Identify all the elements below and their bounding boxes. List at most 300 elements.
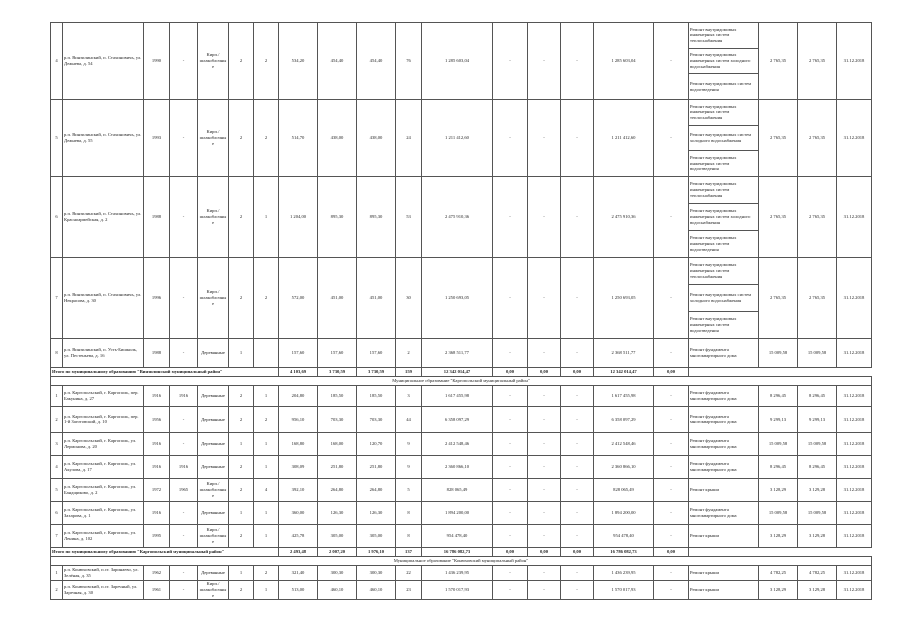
cost-other: - [654, 257, 689, 338]
cost-other: - [654, 23, 689, 100]
cost-other: - [654, 580, 689, 599]
table-row [51, 478, 872, 501]
commission-year: - [170, 99, 198, 176]
empty-cell [759, 547, 798, 556]
row-number: 6 [51, 176, 63, 257]
cost-fund: - [493, 257, 528, 338]
residents-count: 24 [396, 99, 422, 176]
build-year: 1996 [144, 257, 170, 338]
cost-other: - [654, 406, 689, 432]
living-area: 454,40 [357, 23, 396, 100]
max-unit-cost: 3 129,28 [798, 478, 837, 501]
build-year: 1988 [144, 338, 170, 367]
unit-cost: 2 765,35 [759, 99, 798, 176]
cost-local: - [561, 99, 594, 176]
cost-local: - [561, 432, 594, 455]
cost-region: - [528, 406, 561, 432]
municipality-header: Муниципальное образование "Каргопольский муниципальный район" [51, 376, 872, 385]
completion-date: 31.12.2018 [837, 501, 872, 524]
cost-local: - [561, 455, 594, 478]
total-premises-area: 3 730,59 [318, 367, 357, 376]
residents-count: 9 [396, 432, 422, 455]
total-living-area: 3 730,59 [357, 367, 396, 376]
floors-count: 1 [229, 501, 254, 524]
cost-owners: 1 570 017,93 [594, 580, 654, 599]
cost-local: - [561, 257, 594, 338]
entrances-count: 1 [254, 524, 279, 547]
total-area: 572,00 [279, 257, 318, 338]
build-year: 1972 [144, 478, 170, 501]
cost-total: 1 211 412,60 [422, 99, 493, 176]
cost-owners: 6 358 097,29 [594, 406, 654, 432]
build-year: 1962 [144, 565, 170, 580]
cost-other: - [654, 524, 689, 547]
cost-other: - [654, 338, 689, 367]
area-of-premises: 895,30 [318, 176, 357, 257]
cost-region: - [528, 501, 561, 524]
work-type: Ремонт фундамента многоквартирного дома [689, 406, 759, 432]
floors-count: 2 [229, 524, 254, 547]
cost-local: - [561, 406, 594, 432]
work-type: Ремонт крыши [689, 524, 759, 547]
work-type: Ремонт внутридомовых систем холодного водоснабжения [689, 284, 759, 311]
row-number: 1 [51, 565, 63, 580]
completion-date: 31.12.2018 [837, 565, 872, 580]
total-area: 360,00 [279, 501, 318, 524]
empty-cell [798, 547, 837, 556]
total-area: 956,10 [279, 406, 318, 432]
total-area: 308,09 [279, 455, 318, 478]
living-area: 120,70 [357, 432, 396, 455]
living-area: 895,30 [357, 176, 396, 257]
row-number: 2 [51, 580, 63, 599]
house-address: р.п. Каргопольский, г. Каргополь, ул. Ленина, д. 102 [63, 524, 144, 547]
total-area: 157,60 [279, 338, 318, 367]
area-of-premises: 264,80 [318, 478, 357, 501]
cost-local: - [561, 338, 594, 367]
unit-cost: 3 128,29 [759, 478, 798, 501]
row-number: 1 [51, 385, 63, 406]
work-type: Ремонт фундамента многоквартирного дома [689, 501, 759, 524]
house-address: р.п. Каргопольский, г. Каргополь, ул. Акулова, д. 17 [63, 455, 144, 478]
cost-fund: - [493, 565, 528, 580]
residents-count: 53 [396, 176, 422, 257]
total-cost: 16 786 082,73 [422, 547, 493, 556]
wall-material: Кирп./ шлакоблочные [198, 23, 229, 100]
area-of-premises: 126,30 [318, 501, 357, 524]
work-type: Ремонт внутридомовых инженерных систем водоотведения [689, 311, 759, 338]
wall-material: Кирп./ шлакоблочные [198, 176, 229, 257]
living-area: 264,80 [357, 478, 396, 501]
residents-count: 8 [396, 524, 422, 547]
wall-material: Кирп./ шлакоблочные [198, 99, 229, 176]
cost-region: - [528, 455, 561, 478]
residents-count: 44 [396, 406, 422, 432]
completion-date: 31.12.2018 [837, 338, 872, 367]
wall-material: Кирп./ шлакоблочные [198, 257, 229, 338]
completion-date: 31.12.2018 [837, 23, 872, 100]
work-type: Ремонт внутридомовых инженерных систем холодного водоснабжения [689, 203, 759, 230]
work-type: Ремонт фундамента многоквартирного дома [689, 338, 759, 367]
completion-date: 31.12.2018 [837, 455, 872, 478]
build-year: 1993 [144, 99, 170, 176]
empty-cell [689, 547, 759, 556]
municipality-header-row [51, 376, 872, 385]
commission-year: - [170, 406, 198, 432]
floors-count: 2 [229, 23, 254, 100]
house-address: р.п. Каргопольский, г. Каргополь, ул. Лермонова, д. 20 [63, 432, 144, 455]
work-type: Ремонт внутридомовых инженерных систем теплоснабжения [689, 257, 759, 284]
row-number: 3 [51, 432, 63, 455]
table-row [51, 580, 872, 599]
cost-region: - [528, 176, 561, 257]
cost-local: - [561, 176, 594, 257]
total-cost-local: 0,00 [561, 547, 594, 556]
cost-region: - [528, 432, 561, 455]
municipality-header: Муниципальное образование "Конюховский муниципальный район" [51, 556, 872, 565]
cost-local: - [561, 478, 594, 501]
floors-count: 2 [229, 385, 254, 406]
empty-cell [837, 367, 872, 376]
living-area: 438,00 [357, 99, 396, 176]
entrances-count [254, 338, 279, 367]
cost-owners: 2 368 511,77 [594, 338, 654, 367]
commission-year: - [170, 565, 198, 580]
commission-year: 1916 [170, 385, 198, 406]
wall-material: Деревянные [198, 406, 229, 432]
total-cost-owners: 12 342 014,47 [594, 367, 654, 376]
total-cost: 12 342 014,47 [422, 367, 493, 376]
cost-owners: 2 360 866,10 [594, 455, 654, 478]
cost-owners: 1 285 603,04 [594, 23, 654, 100]
unit-cost: 2 765,35 [759, 257, 798, 338]
commission-year: 1916 [170, 455, 198, 478]
area-of-premises: 168,00 [318, 432, 357, 455]
total-row [51, 367, 872, 376]
completion-date: 31.12.2018 [837, 524, 872, 547]
cost-owners: 828 065,49 [594, 478, 654, 501]
row-number: 8 [51, 338, 63, 367]
total-cost-other: 0,00 [654, 367, 689, 376]
unit-cost: 15 009,58 [759, 338, 798, 367]
row-number: 7 [51, 524, 63, 547]
cost-total: 2 360 866,10 [422, 455, 493, 478]
table-row [51, 501, 872, 524]
unit-cost: 15 009,58 [759, 432, 798, 455]
max-unit-cost: 4 782,25 [798, 565, 837, 580]
table-row [51, 99, 872, 125]
completion-date: 31.12.2018 [837, 99, 872, 176]
cost-owners: 1 436 239,95 [594, 565, 654, 580]
floors-count: 1 [229, 432, 254, 455]
floors-count: 1 [229, 565, 254, 580]
house-address: р.п. Винзилинский, п. Стахиновичь, ул. Дежнева, д. 54 [63, 23, 144, 100]
house-address: р.п. Винзилинский, п. Стахиновичь, ул. Дежнева, д. 55 [63, 99, 144, 176]
living-area: 126,30 [357, 501, 396, 524]
wall-material: Кирп./ шлакоблочные [198, 524, 229, 547]
residents-count: 9 [396, 455, 422, 478]
living-area: 157,60 [357, 338, 396, 367]
empty-cell [837, 547, 872, 556]
wall-material: Деревянные [198, 385, 229, 406]
cost-other: - [654, 478, 689, 501]
municipality-header-row [51, 556, 872, 565]
living-area: 460,10 [357, 580, 396, 599]
unit-cost: 2 765,35 [759, 23, 798, 100]
residents-count: 2 [396, 338, 422, 367]
entrances-count: 2 [254, 23, 279, 100]
build-year: 1916 [144, 501, 170, 524]
entrances-count: 1 [254, 385, 279, 406]
total-area: 4 103,69 [279, 367, 318, 376]
work-type: Ремонт внутридомовых инженерных систем теплоснабжения [689, 99, 759, 125]
total-area: 513,00 [279, 580, 318, 599]
cost-total: 1 436 239,95 [422, 565, 493, 580]
cost-owners: 954 478,40 [594, 524, 654, 547]
house-address: р.п. Винзилинский, п. Усть-Бишкиль, ул. Пестеньева, д. 16 [63, 338, 144, 367]
max-unit-cost: 2 765,35 [798, 257, 837, 338]
cost-local: - [561, 524, 594, 547]
build-year: 1956 [144, 406, 170, 432]
cost-region: - [528, 580, 561, 599]
total-cost-fund: 0,00 [493, 367, 528, 376]
commission-year: - [170, 257, 198, 338]
table-row [51, 565, 872, 580]
area-of-premises: 157,60 [318, 338, 357, 367]
cost-total: 6 358 097,29 [422, 406, 493, 432]
build-year: 1988 [144, 176, 170, 257]
residents-count: 76 [396, 23, 422, 100]
floors-count: 2 [229, 176, 254, 257]
commission-year: - [170, 432, 198, 455]
commission-year: - [170, 501, 198, 524]
total-area: 204,80 [279, 385, 318, 406]
total-cost-owners: 16 786 082,73 [594, 547, 654, 556]
cost-fund: - [493, 580, 528, 599]
area-of-premises: 460,10 [318, 580, 357, 599]
completion-date: 31.12.2018 [837, 580, 872, 599]
house-address: р.п. Каргопольский, г. Каргополь, пер. 1-й Заготовский, д. 10 [63, 406, 144, 432]
build-year: 1995 [144, 524, 170, 547]
row-number: 5 [51, 478, 63, 501]
work-type: Ремонт фундамента многоквартирного дома [689, 432, 759, 455]
total-label: Итого по муниципальному образованию "Винзилинский муниципальный район" [51, 367, 279, 376]
area-of-premises: 251,80 [318, 455, 357, 478]
max-unit-cost: 15 009,58 [798, 432, 837, 455]
cost-fund: - [493, 99, 528, 176]
max-unit-cost: 3 129,28 [798, 580, 837, 599]
wall-material: Кирп./ шлакоблочные [198, 580, 229, 599]
house-address: р.п. Винзилинский, п. Стахиновичь, ул. Красноармейская, д. 2 [63, 176, 144, 257]
floors-count: 2 [229, 455, 254, 478]
cost-region: - [528, 23, 561, 100]
living-area: 300,30 [357, 565, 396, 580]
cost-other: - [654, 385, 689, 406]
unit-cost: 2 765,35 [759, 176, 798, 257]
cost-other: - [654, 455, 689, 478]
table-row [51, 455, 872, 478]
cost-region: - [528, 338, 561, 367]
work-type: Ремонт внутридомовых инженерных систем теплоснабжения [689, 23, 759, 49]
floors-count: 2 [229, 580, 254, 599]
wall-material: Деревянные [198, 432, 229, 455]
floors-count: 2 [229, 478, 254, 501]
build-year: 1916 [144, 385, 170, 406]
table-row [51, 338, 872, 367]
residents-count: 22 [396, 565, 422, 580]
wall-material: Деревянные [198, 338, 229, 367]
unit-cost: 8 296,45 [759, 455, 798, 478]
entrances-count: 1 [254, 501, 279, 524]
total-cost-fund: 0,00 [493, 547, 528, 556]
completion-date: 31.12.2018 [837, 432, 872, 455]
entrances-count: 2 [254, 257, 279, 338]
residents-count: 5 [396, 478, 422, 501]
wall-material: Деревянные [198, 501, 229, 524]
row-number: 4 [51, 455, 63, 478]
wall-material: Кирп./ шлакоблочные [198, 478, 229, 501]
total-residents: 159 [396, 367, 422, 376]
living-area: 251,80 [357, 455, 396, 478]
total-premises-area: 2 007,20 [318, 547, 357, 556]
cost-fund: - [493, 524, 528, 547]
work-type: Ремонт фундамента многоквартирного дома [689, 455, 759, 478]
cost-local: - [561, 23, 594, 100]
commission-year: - [170, 176, 198, 257]
entrances-count: 2 [254, 565, 279, 580]
house-address: р.п. Конюховский, п.ст. Заречный, ул. Заречная, д. 30 [63, 580, 144, 599]
row-number: 5 [51, 99, 63, 176]
max-unit-cost: 2 765,35 [798, 23, 837, 100]
completion-date: 31.12.2018 [837, 176, 872, 257]
work-type: Ремонт крыши [689, 478, 759, 501]
completion-date: 31.12.2018 [837, 478, 872, 501]
cost-total: 1 894 200,00 [422, 501, 493, 524]
work-type: Ремонт фундамента многоквартирного дома [689, 385, 759, 406]
total-living-area: 1 976,10 [357, 547, 396, 556]
entrances-count: 1 [254, 432, 279, 455]
table-row [51, 385, 872, 406]
work-type: Ремонт внутридомовых инженерных систем теплоснабжения [689, 176, 759, 203]
cost-other: - [654, 501, 689, 524]
empty-cell [759, 367, 798, 376]
cost-owners: 1 211 412,60 [594, 99, 654, 176]
entrances-count: 1 [254, 176, 279, 257]
max-unit-cost: 15 009,58 [798, 338, 837, 367]
cost-total: 1 617 455,98 [422, 385, 493, 406]
total-residents: 137 [396, 547, 422, 556]
max-unit-cost: 8 296,45 [798, 455, 837, 478]
max-unit-cost: 2 765,35 [798, 176, 837, 257]
work-type: Ремонт внутридомовых инженерных систем водоотведения [689, 230, 759, 257]
entrances-count: 4 [254, 478, 279, 501]
unit-cost: 3 128,29 [759, 524, 798, 547]
cost-local: - [561, 565, 594, 580]
row-number: 4 [51, 23, 63, 100]
total-cost-local: 0,00 [561, 367, 594, 376]
entrances-count: 2 [254, 406, 279, 432]
residents-count: 3 [396, 385, 422, 406]
total-cost-region: 0,00 [528, 547, 561, 556]
work-type: Ремонт внутридомовых систем холодного водоснабжения [689, 125, 759, 151]
commission-year: - [170, 338, 198, 367]
total-area: 2 493,48 [279, 547, 318, 556]
max-unit-cost: 3 129,28 [798, 524, 837, 547]
wall-material: Деревянные [198, 565, 229, 580]
cost-region: - [528, 524, 561, 547]
area-of-premises: 300,30 [318, 565, 357, 580]
work-type: Ремонт крыши [689, 580, 759, 599]
area-of-premises: 451,00 [318, 257, 357, 338]
cost-region: - [528, 99, 561, 176]
cost-region: - [528, 385, 561, 406]
cost-region: - [528, 565, 561, 580]
row-number: 6 [51, 501, 63, 524]
total-area: 534,20 [279, 23, 318, 100]
build-year: 1961 [144, 580, 170, 599]
cost-fund: - [493, 406, 528, 432]
total-row [51, 547, 872, 556]
unit-cost: 15 009,58 [759, 501, 798, 524]
work-type: Ремонт внутридомовых систем водоотведения [689, 74, 759, 100]
cost-total: 1 570 017,93 [422, 580, 493, 599]
entrances-count: 1 [254, 455, 279, 478]
table-row [51, 176, 872, 203]
unit-cost: 3 128,29 [759, 580, 798, 599]
work-type: Ремонт внутридомовых инженерных систем холодного водоснабжения [689, 48, 759, 74]
cost-region: - [528, 478, 561, 501]
cost-fund: - [493, 385, 528, 406]
cost-local: - [561, 385, 594, 406]
total-area: 392,10 [279, 478, 318, 501]
area-of-premises: 305,00 [318, 524, 357, 547]
table-row [51, 524, 872, 547]
max-unit-cost: 9 299,13 [798, 406, 837, 432]
cost-total: 1 285 603,04 [422, 23, 493, 100]
living-area: 703,30 [357, 406, 396, 432]
cost-fund: - [493, 455, 528, 478]
cost-fund: - [493, 23, 528, 100]
build-year: 1990 [144, 23, 170, 100]
build-year: 1916 [144, 455, 170, 478]
cost-fund: - [493, 501, 528, 524]
cost-owners: 1 250 693,05 [594, 257, 654, 338]
document-page [50, 22, 870, 600]
cost-local: - [561, 580, 594, 599]
cost-total: 828 065,49 [422, 478, 493, 501]
completion-date: 31.12.2018 [837, 385, 872, 406]
cost-other: - [654, 432, 689, 455]
table-row [51, 432, 872, 455]
house-address: р.п. Конюховский, п.ст. Заринаево, ул. Зелёная, д. 35 [63, 565, 144, 580]
total-cost-other: 0,00 [654, 547, 689, 556]
work-type: Ремонт внутридомовых инженерных систем водоотведения [689, 151, 759, 177]
cost-owners: 2 412 548,46 [594, 432, 654, 455]
completion-date: 31.12.2018 [837, 257, 872, 338]
row-number: 2 [51, 406, 63, 432]
area-of-premises: 438,00 [318, 99, 357, 176]
total-area: 514,70 [279, 99, 318, 176]
build-year: 1916 [144, 432, 170, 455]
cost-fund: - [493, 478, 528, 501]
floors-count: 2 [229, 406, 254, 432]
house-address: р.п. Каргопольский, г. Каргополь, ул. Захарова, д. 1 [63, 501, 144, 524]
cost-total: 954 478,40 [422, 524, 493, 547]
total-cost-region: 0,00 [528, 367, 561, 376]
floors-count: 1 [229, 338, 254, 367]
commission-year: - [170, 23, 198, 100]
max-unit-cost: 2 765,35 [798, 99, 837, 176]
